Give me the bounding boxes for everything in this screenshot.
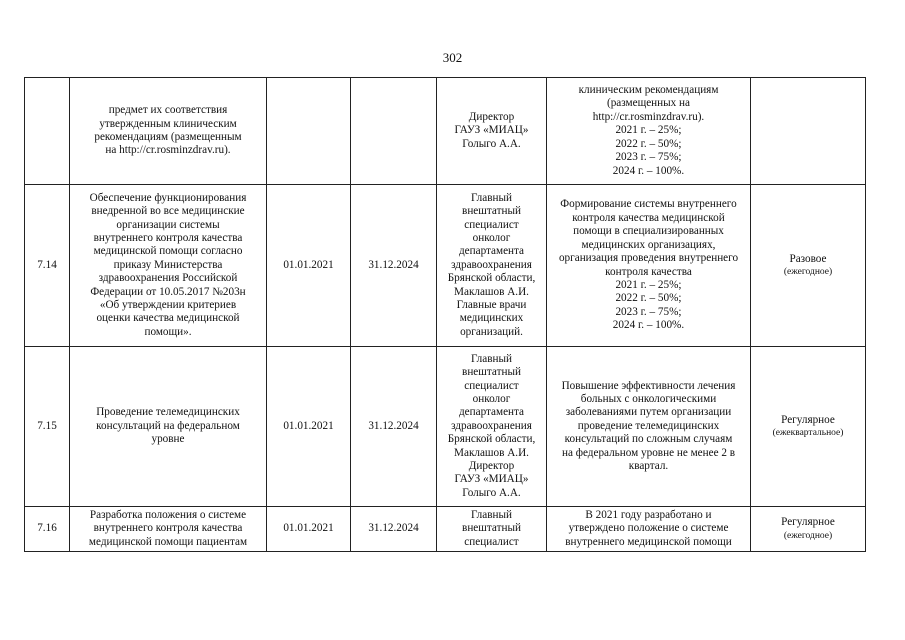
cell-line: на федеральном уровне не менее 2 в	[561, 446, 736, 459]
cell-line: В 2021 году разработано и	[585, 508, 712, 521]
cell-line: Повышение эффективности лечения	[561, 379, 736, 392]
cell-line: Проведение телемедицинских	[96, 406, 240, 419]
cell-line: 7.15	[37, 419, 57, 432]
cell-line: медицинской помощи согласно	[93, 245, 243, 258]
responsible-cell	[437, 185, 547, 347]
page-number: 302	[442, 50, 463, 65]
cell-line: предмет их соответствия	[108, 104, 228, 117]
cell-line: специалист	[464, 379, 519, 392]
cell-line: Главный	[471, 191, 512, 204]
cell-line: (размещенных на	[606, 97, 690, 110]
cell-line: медицинских организациях,	[581, 238, 716, 251]
cell-line: медицинских	[459, 312, 524, 325]
result-cell	[547, 185, 751, 347]
event-cell	[70, 507, 267, 552]
cell-line: рекомендациям (размещенным	[94, 131, 242, 143]
type-cell	[751, 78, 866, 185]
row-number-cell	[25, 185, 70, 347]
table-row	[25, 507, 866, 552]
cell-line: 31.12.2024	[368, 258, 419, 271]
cell-line: утверждено положение о системе	[568, 522, 729, 535]
cell-line: 2024 г. – 100%.	[612, 164, 685, 177]
cell-line: помощи».	[144, 325, 192, 338]
cell-line: внутреннего контроля качества	[93, 231, 243, 244]
cell-line: 2022 г. – 50%;	[615, 292, 682, 305]
cell-line: здравоохранения Российской	[98, 272, 238, 285]
cell-line: 2021 г. – 25%;	[615, 278, 682, 291]
cell-line: специалист	[464, 535, 519, 548]
type-cell	[751, 347, 866, 507]
cell-line: 01.01.2021	[283, 522, 334, 535]
cell-line: Разовое	[789, 252, 827, 265]
cell-line: утвержденным клиническим	[99, 117, 237, 130]
cell-line: Директор	[468, 110, 515, 123]
cell-line: Разработка положения о системе	[89, 508, 247, 521]
result-cell	[547, 507, 751, 552]
cell-line: здравоохранения	[451, 258, 532, 271]
cell-line: 01.01.2021	[283, 258, 334, 271]
cell-line: Главный	[471, 508, 512, 521]
cell-line: внештатный	[462, 366, 521, 379]
cell-line: организация проведения внутреннего	[558, 252, 739, 265]
cell-line: оценки качества медицинской	[96, 312, 240, 325]
cell-line: медицинской помощи пациентам	[88, 535, 248, 548]
cell-line: Формирование системы внутреннего	[560, 198, 737, 211]
cell-line: 2024 г. – 100%.	[612, 319, 685, 332]
responsible-cell	[437, 347, 547, 507]
cell-line: Главный	[471, 352, 512, 365]
cell-line: организации системы	[116, 218, 220, 231]
result-cell	[547, 347, 751, 507]
cell-line: консультаций на федеральном	[96, 419, 240, 432]
cell-line: 2023 г. – 75%;	[615, 305, 682, 318]
row-number-cell	[25, 347, 70, 507]
cell-line: 2022 г. – 50%;	[615, 137, 682, 150]
cell-line: Маклашов А.И.	[454, 446, 529, 459]
cell-line: 31.12.2024	[368, 522, 419, 535]
table-row	[25, 347, 866, 507]
cell-line: (ежеквартальное)	[772, 428, 844, 439]
cell-line: внутреннего медицинской помощи	[565, 535, 732, 548]
cell-line: приказу Министерства	[113, 258, 223, 271]
cell-line: на http://cr.rosminzdrav.ru).	[105, 144, 231, 157]
result-cell	[547, 78, 751, 185]
type-cell	[751, 507, 866, 552]
cell-line: Брянской области,	[447, 433, 536, 446]
start-date-cell	[267, 347, 351, 507]
cell-line: помощи в специализированных	[573, 225, 724, 238]
cell-line: контроля качества медицинской	[572, 211, 725, 224]
cell-line: ГАУЗ «МИАЦ»	[454, 473, 529, 486]
cell-line: организаций.	[460, 325, 523, 338]
cell-line: Брянской области,	[447, 272, 536, 285]
cell-line: (ежегодное)	[783, 267, 833, 278]
cell-line: здравоохранения	[451, 419, 532, 432]
cell-line: проведение телемедицинских	[577, 419, 720, 432]
cell-line: консультаций по сложным случаям	[564, 433, 733, 446]
plan-table	[24, 77, 866, 552]
cell-line: 7.16	[37, 522, 57, 535]
cell-line: внутреннего контроля качества	[93, 522, 243, 535]
cell-line: внедренной во все медицинские	[91, 205, 245, 218]
cell-line: специалист	[464, 218, 519, 231]
cell-line: Регулярное	[781, 516, 835, 529]
cell-line: Обеспечение функционирования	[89, 191, 247, 204]
cell-line: квартал.	[628, 460, 669, 473]
cell-line: 2023 г. – 75%;	[615, 151, 682, 164]
cell-line: Регулярное	[781, 413, 835, 426]
start-date-cell	[267, 507, 351, 552]
end-date-cell	[351, 78, 437, 185]
cell-line: уровне	[151, 433, 185, 446]
event-cell	[70, 347, 267, 507]
table-row	[25, 78, 866, 185]
cell-line: внештатный	[462, 205, 521, 218]
cell-line: департамента	[458, 406, 525, 419]
cell-line: Федерации от 10.05.2017 №203н	[90, 285, 246, 298]
cell-line: 7.14	[37, 258, 57, 271]
cell-line: ГАУЗ «МИАЦ»	[454, 124, 529, 137]
cell-line: онколог	[472, 231, 511, 244]
end-date-cell	[351, 347, 437, 507]
cell-line: онколог	[472, 392, 511, 405]
cell-line: Голыго А.А.	[462, 137, 521, 150]
responsible-cell	[437, 78, 547, 185]
row-number-cell	[25, 507, 70, 552]
cell-line: клиническим рекомендациям	[578, 84, 719, 97]
cell-line: 01.01.2021	[283, 419, 334, 432]
end-date-cell	[351, 507, 437, 552]
cell-line: заболеваниями путем организации	[565, 406, 732, 419]
cell-line: контроля качества	[605, 265, 692, 278]
cell-line: 2021 г. – 25%;	[615, 124, 682, 137]
table-row	[25, 185, 866, 347]
responsible-cell	[437, 507, 547, 552]
cell-line: 31.12.2024	[368, 419, 419, 432]
cell-line: (ежегодное)	[783, 530, 833, 541]
cell-line: департамента	[458, 245, 525, 258]
event-cell	[70, 185, 267, 347]
cell-line: Главные врачи	[456, 299, 527, 312]
cell-line: Голыго А.А.	[462, 486, 521, 499]
cell-line: http://cr.rosminzdrav.ru).	[592, 110, 705, 123]
cell-line: внештатный	[462, 522, 521, 535]
cell-line: «Об утверждении критериев	[99, 299, 237, 312]
row-number-cell	[25, 78, 70, 185]
type-cell	[751, 185, 866, 347]
cell-line: больных с онкологическими	[580, 392, 717, 405]
cell-line: Маклашов А.И.	[454, 285, 529, 298]
start-date-cell	[267, 78, 351, 185]
cell-line: Директор	[468, 460, 515, 473]
start-date-cell	[267, 185, 351, 347]
end-date-cell	[351, 185, 437, 347]
event-cell	[70, 78, 267, 185]
